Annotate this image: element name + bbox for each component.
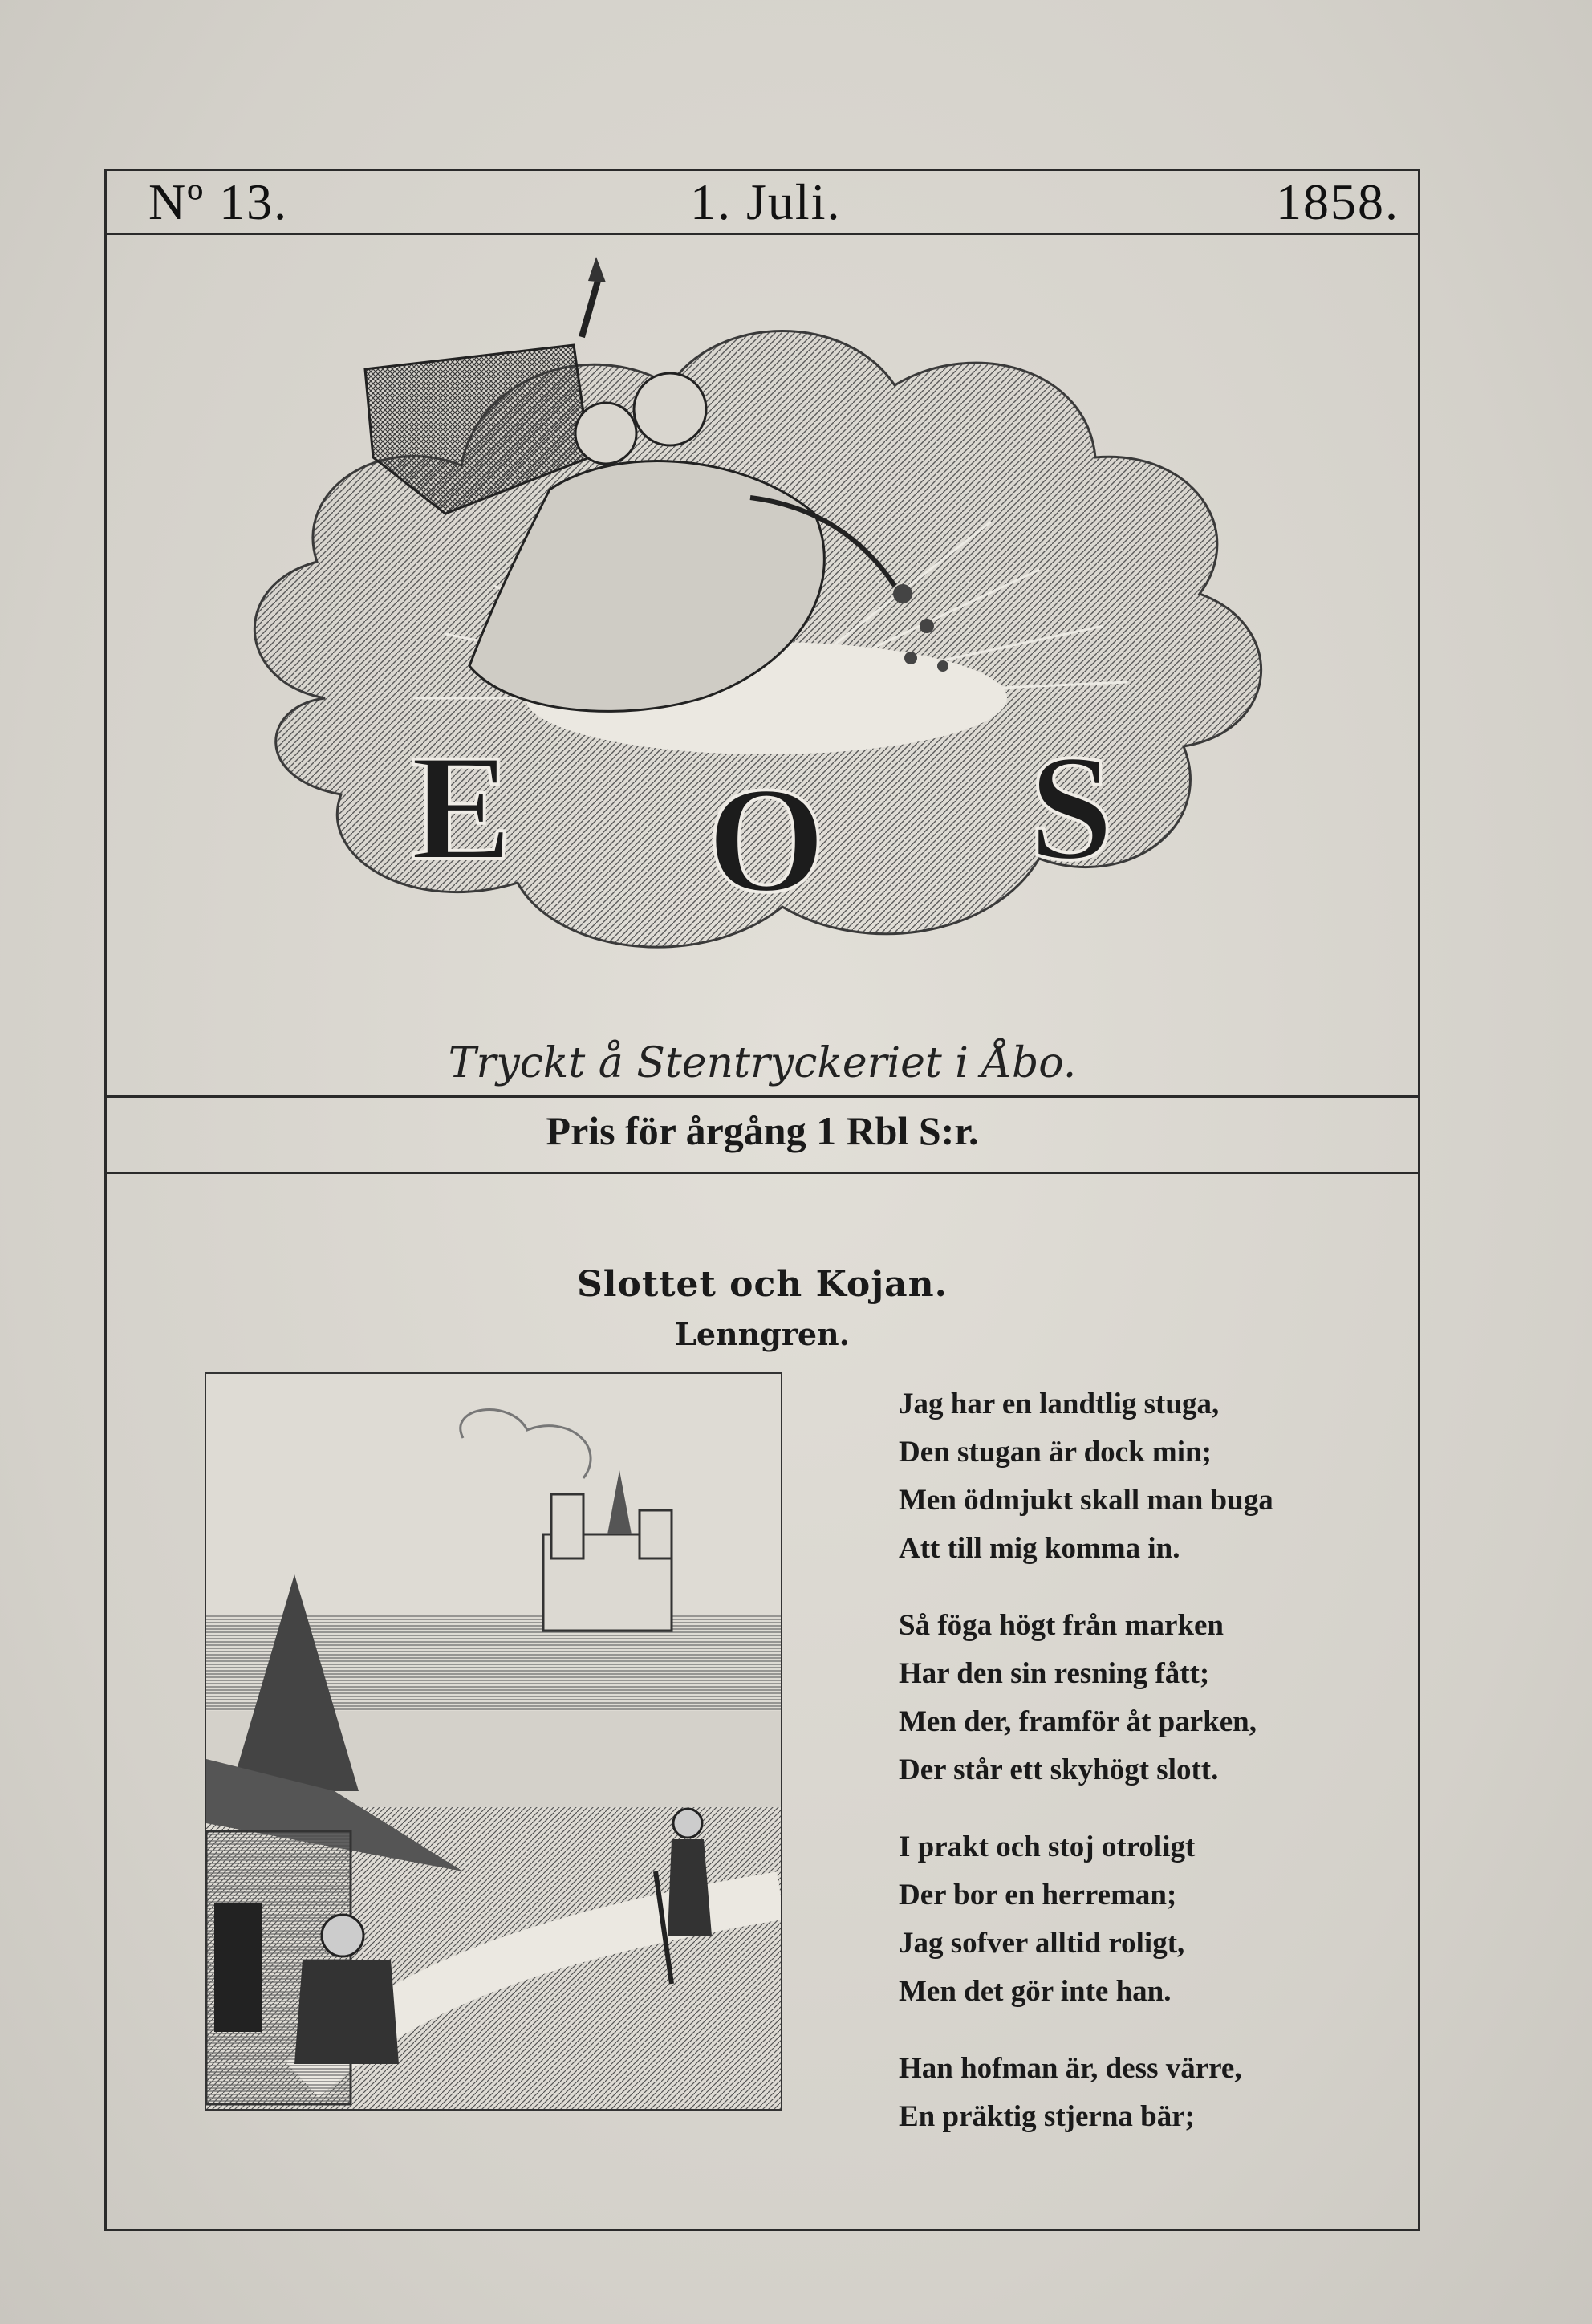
verse-line: Der bor en herreman;: [899, 1879, 1177, 1912]
verse-line: Så föga högt från marken: [899, 1609, 1224, 1642]
poem-title: Slottet och Kojan.: [577, 1264, 948, 1305]
verse-line: Men der, framför åt parken,: [899, 1705, 1257, 1738]
castle: [543, 1470, 672, 1631]
verse-line: Har den sin resning fått;: [899, 1657, 1210, 1690]
issue-date: 1. Juli.: [690, 173, 842, 230]
verse-line: En präktig stjerna bär;: [899, 2100, 1195, 2133]
masthead-divider: [104, 1095, 1420, 1098]
logo-text: EOS: [765, 1011, 768, 1012]
cottage-castle-engraving: [205, 1372, 782, 2111]
issue-number: Nº 13.: [148, 173, 289, 230]
stanza-4: [899, 2045, 1380, 2141]
subscription-price: Pris för årgång 1 Rbl S:r.: [546, 1108, 979, 1153]
verse-line: Der står ett skyhögt slott.: [899, 1753, 1219, 1786]
verse-line: Den stugan är dock min;: [899, 1436, 1212, 1469]
logo-letter-o: O: [707, 756, 826, 924]
logo-letter-s: S: [1029, 724, 1114, 892]
poem-author: Lenngren.: [675, 1316, 850, 1352]
verse-line: Att till mig komma in.: [899, 1532, 1180, 1565]
stanza-3: [899, 1823, 1380, 2016]
header-divider: [104, 233, 1420, 235]
price-divider: [104, 1172, 1420, 1174]
masthead-illustration: [205, 249, 1344, 1035]
poem-text: [899, 1380, 1380, 2170]
issue-year: 1858.: [1276, 173, 1399, 230]
verse-line: I prakt och stoj otroligt: [899, 1830, 1196, 1863]
stanza-2: [899, 1602, 1380, 1794]
verse-line: Men ödmjukt skall man buga: [899, 1484, 1273, 1517]
verse-line: Jag sofver alltid roligt,: [899, 1927, 1185, 1960]
sky-cloud: [461, 1410, 591, 1478]
stanza-1: [899, 1380, 1380, 1573]
verse-line: Han hofman är, dess värre,: [899, 2052, 1242, 2085]
printer-line: Tryckt å Stentryckeriet i Åbo.: [448, 1039, 1077, 1087]
verse-line: Men det gör inte han.: [899, 1975, 1172, 2008]
verse-line: Jag har en landtlig stuga,: [899, 1387, 1220, 1420]
logo-letter-e: E: [410, 724, 513, 892]
